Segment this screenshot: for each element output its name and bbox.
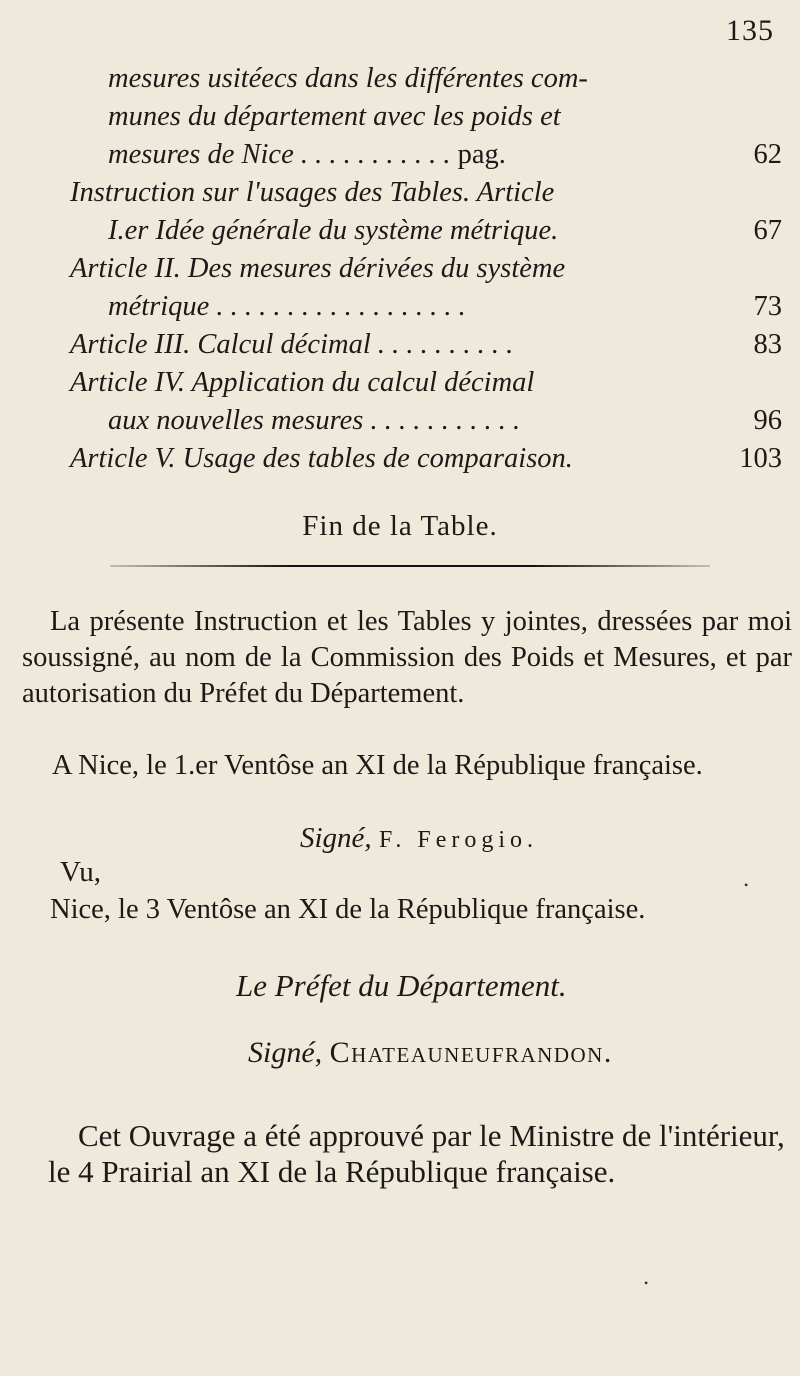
signature-name: F. Ferogio.: [378, 827, 539, 853]
section-divider: [110, 565, 710, 567]
toc-page-ref: 96: [753, 405, 782, 436]
visa-heading: Vu,: [60, 856, 101, 888]
signature-name: Chateauneufrandon.: [329, 1036, 613, 1069]
toc-page-ref: 103: [739, 443, 782, 474]
toc-entry-text: métrique . . . . . . . . . . . . . . . . . .: [108, 291, 466, 322]
toc-entry-line: [70, 440, 782, 478]
signature-label: Signé,: [248, 1036, 323, 1069]
toc-page-ref: 73: [753, 291, 782, 322]
toc-entry-line: [70, 288, 782, 326]
toc-end-heading: Fin de la Table.: [302, 510, 498, 542]
signature-label: Signé,: [300, 822, 372, 854]
toc-entry-line: [70, 326, 782, 364]
prefect-title: Le Préfet du Département.: [236, 968, 567, 1003]
ink-speck: •: [744, 878, 749, 892]
ministerial-approval: Cet Ouvrage a été approuvé par le Ministre de l'intérieur, le 4 Prairial an XI de la République française.: [48, 1118, 785, 1189]
certification-signature: [300, 822, 538, 855]
ink-speck: •: [644, 1276, 649, 1290]
toc-entry-text: mesures de Nice . . . . . . . . . . .: [108, 139, 458, 170]
toc-page-ref: 83: [753, 329, 782, 360]
toc-page-ref: 67: [753, 215, 782, 246]
certification-date: A Nice, le 1.er Ventôse an XI de la République française.: [52, 750, 703, 781]
toc-entry-line: [70, 402, 782, 440]
toc-entry-line: munes du département avec les poids et: [108, 101, 561, 132]
toc-entry-line: mesures usitéecs dans les différentes com-: [108, 63, 588, 94]
toc-entry-text: I.er Idée générale du système métrique.: [108, 215, 559, 246]
toc-entry-text: aux nouvelles mesures . . . . . . . . . . .: [108, 405, 521, 436]
toc-page-label: pag.: [457, 139, 506, 170]
toc-entry-text: Article V. Usage des tables de comparaison.: [70, 443, 573, 474]
toc-page-ref: 62: [753, 139, 782, 170]
toc-entry-text: Article III. Calcul décimal . . . . . . . . . .: [70, 329, 514, 360]
toc-entry-line: Instruction sur l'usages des Tables. Article: [70, 177, 555, 208]
visa-date: Nice, le 3 Ventôse an XI de la République française.: [50, 894, 646, 925]
toc-entry-line: Article IV. Application du calcul décimal: [70, 367, 535, 398]
prefect-signature: [248, 1036, 613, 1070]
table-of-contents: [70, 60, 782, 478]
toc-entry-line: Article II. Des mesures dérivées du système: [70, 253, 566, 284]
page-number: 135: [726, 14, 774, 47]
toc-entry-line: [70, 136, 782, 174]
certification-paragraph: La présente Instruction et les Tables y jointes, dressées par moi soussigné, au nom de la Commission des Poids et Mesures, et par autorisation du Préfet du Département.: [22, 606, 792, 709]
toc-entry-line: [70, 212, 782, 250]
